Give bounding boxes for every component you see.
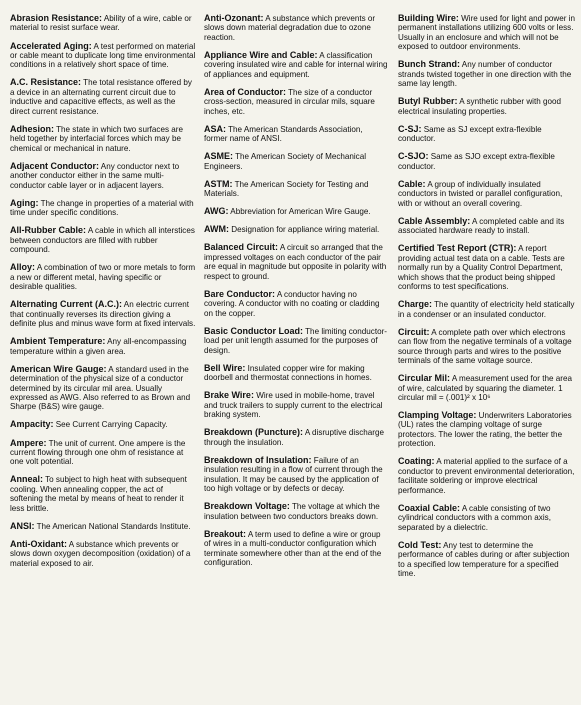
- glossary-definition: A measurement used for the area of wire, calculated by squaring the diameter. 1 circular mil = (.001)² x 10⁶: [398, 374, 572, 402]
- glossary-definition: Same as SJO except extra-flexible conductor.: [398, 152, 555, 171]
- glossary-definition: Same as SJ except extra-flexible conductor.: [398, 124, 542, 144]
- glossary-entry: [398, 14, 575, 52]
- glossary-entry: [398, 328, 575, 366]
- glossary-term: A.C. Resistance:: [10, 77, 82, 88]
- glossary-term: ASTM:: [204, 178, 233, 189]
- glossary-term: Cable:: [398, 178, 426, 189]
- glossary-entry: [398, 180, 575, 208]
- glossary-entry: [204, 207, 388, 216]
- glossary-definition: A substance which prevents or slows down material degradation due to ozone reaction.: [204, 14, 376, 42]
- glossary-term: Balanced Circuit:: [204, 242, 279, 253]
- glossary-entry: [10, 540, 196, 568]
- glossary-term: Adjacent Conductor:: [10, 160, 99, 171]
- glossary-term: Anti-Ozonant:: [204, 14, 264, 23]
- glossary-definition: A circuit so arranged that the impressed voltages on each conductor of the pair are equal in magnitude but opposite in polarity with respect to ground.: [204, 243, 387, 281]
- glossary-definition: The size of a conductor cross-section, measured in circular mils, square inches, etc.: [204, 87, 375, 116]
- glossary-term: Coating:: [398, 456, 435, 467]
- glossary-entry: [204, 391, 388, 419]
- glossary-definition: A cable in which all interstices between conductors are filled with rubber compound.: [10, 226, 195, 255]
- glossary-term: ASA:: [204, 123, 226, 134]
- glossary-entry: [10, 365, 196, 412]
- glossary-term: Appliance Wire and Cable:: [204, 49, 318, 60]
- glossary-definition: The total resistance offered by a device in an alternating current circuit due to inductive and capacitive effects, as well as the direct current resistance.: [10, 78, 192, 116]
- glossary-definition: The American Standards Association, former name of ANSI.: [204, 124, 363, 144]
- glossary-entry: [10, 226, 196, 254]
- glossary-entry: [398, 125, 575, 144]
- glossary-term: Breakdown Voltage:: [204, 501, 290, 512]
- glossary-definition: Any all-encompassing temperature within a given area.: [10, 337, 187, 356]
- glossary-entry: [398, 300, 575, 319]
- glossary-definition: The American National Standards Institute.: [34, 521, 191, 531]
- glossary-term: Bell Wire:: [204, 362, 246, 373]
- glossary-term: Bare Conductor:: [204, 288, 276, 299]
- glossary-term: Cable Assembly:: [398, 215, 471, 226]
- glossary-column-3: [398, 14, 575, 705]
- glossary-entry: [10, 475, 196, 513]
- glossary-definition: Any number of conductor strands twisted together in one direction with the same lay length.: [398, 60, 572, 89]
- glossary-term: C-SJO:: [398, 151, 429, 162]
- glossary-definition: A combination of two or more metals to form a new or different metal, having specific or desirable qualities.: [10, 263, 196, 292]
- glossary-definition: A test performed on material or cable meant to duplicate long time environmental conditions in a relatively short space of time.: [10, 41, 196, 70]
- glossary-definition: To subject to high heat with subsequent cooling. When annealing copper, the act of softening the metal by means of heat to render it less brittle.: [10, 475, 187, 513]
- glossary-term: Brake Wire:: [204, 390, 254, 401]
- glossary-definition: A synthetic rubber with good electrical insulating properties.: [398, 97, 561, 116]
- glossary-definition: Failure of an insulation resulting in a flow of current through the insulation. It may be caused by the application of too high voltage or by defects or decay.: [204, 455, 383, 494]
- glossary-term: American Wire Gauge:: [10, 363, 107, 374]
- glossary-definition: A material applied to the surface of a conductor to prevent environmental deterioration, facilitate soldering or improve electrical performance.: [398, 457, 575, 495]
- glossary-entry: [10, 199, 196, 218]
- glossary-entry: [204, 88, 388, 116]
- glossary-entry: [398, 152, 575, 171]
- glossary-term: Bunch Strand:: [398, 59, 460, 70]
- glossary-term: Coaxial Cable:: [398, 502, 461, 513]
- glossary-entry: [398, 217, 575, 236]
- glossary-entry: [204, 225, 388, 234]
- glossary-term: Clamping Voltage:: [398, 410, 477, 421]
- glossary-entry: [10, 78, 196, 116]
- glossary-column-2: [204, 14, 398, 705]
- glossary-term: Circuit:: [398, 326, 430, 337]
- glossary-entry: [398, 504, 575, 532]
- glossary-definition: Any conductor next to another conductor either in the same multi-conductor cable layer or in adjacent layers.: [10, 161, 180, 190]
- glossary-term: AWG:: [204, 206, 229, 217]
- glossary-term: ANSI:: [10, 520, 35, 531]
- glossary-definition: See Current Carrying Capacity.: [53, 420, 168, 430]
- glossary-term: C-SJ:: [398, 123, 422, 134]
- glossary-term: Breakdown of Insulation:: [204, 454, 312, 465]
- glossary-term: Anneal:: [10, 474, 44, 485]
- glossary-term: Ampere:: [10, 437, 47, 448]
- glossary-term: ASME:: [204, 151, 233, 162]
- glossary-entry: [204, 290, 388, 318]
- glossary-definition: A substance which prevents or slows down oxygen decomposition (oxidation) of a material exposed to air.: [10, 539, 191, 568]
- glossary-entry: [10, 125, 196, 153]
- glossary-definition: Underwriters Laboratories (UL) rates the clamping voltage of surge protectors. The lower the rating, the better the protection.: [398, 411, 572, 449]
- glossary-entry: [10, 162, 196, 190]
- glossary-entry: [204, 180, 388, 199]
- glossary-term: AWM:: [204, 224, 229, 235]
- glossary-term: All-Rubber Cable:: [10, 225, 87, 236]
- glossary-term: Certified Test Report (CTR):: [398, 243, 517, 254]
- glossary-entry: [10, 300, 196, 328]
- glossary-definition: An electric current that continually reverses its direction giving a definite plus and minus wave form at fixed intervals.: [10, 300, 196, 329]
- glossary-entry: [204, 428, 388, 447]
- glossary-definition: A report providing actual test data on a cable. Tests are normally run by a Quality Control Department, which shows that the product being shipped conforms to test specifications.: [398, 244, 565, 292]
- glossary-term: Ampacity:: [10, 419, 54, 430]
- glossary-entry: [204, 14, 388, 42]
- glossary-entry: [204, 530, 388, 568]
- glossary-definition: The quantity of electricity held statically in a condenser or an insulated conductor.: [398, 300, 575, 319]
- glossary-definition: A standard used in the determination of the physical size of a conductor determined by its circular mil area. Usually expressed as AWG. Also referred to as Brown and Sharpe (B&S) wire gauge.: [10, 364, 191, 412]
- glossary-definition: The American Society of Mechanical Engineers.: [204, 152, 367, 171]
- glossary-entry: [204, 327, 388, 355]
- glossary-definition: Ability of a wire, cable or material to resist surface wear.: [10, 14, 192, 33]
- glossary-entry: [398, 411, 575, 449]
- glossary-definition: Insulated copper wire for making doorbell and thermostat connections in homes.: [204, 363, 372, 383]
- glossary-term: Ambient Temperature:: [10, 336, 106, 347]
- glossary-definition: A cable consisting of two cylindrical conductors with a common axis, separated by a dielectric.: [398, 503, 551, 532]
- glossary-term: Cold Test:: [398, 539, 442, 550]
- glossary-term: Breakout:: [204, 528, 247, 539]
- glossary-definition: The limiting conductor-load per unit length assumed for the purposes of design.: [204, 326, 387, 355]
- glossary-definition: A conductor having no covering. A conductor with no coating or cladding on the copper.: [204, 289, 380, 318]
- glossary-term: Anti-Oxidant:: [10, 538, 67, 549]
- glossary-definition: Abbreviation for American Wire Gauge.: [228, 207, 371, 217]
- glossary-term: Building Wire:: [398, 14, 459, 23]
- glossary-entry: [398, 374, 575, 402]
- glossary-definition: A term used to define a wire or group of wires in a multi-conductor configuration which terminate somewhere other than at the end of the configuration.: [204, 529, 382, 567]
- glossary-entry: [398, 457, 575, 495]
- glossary-term: Area of Conductor:: [204, 86, 286, 97]
- glossary-definition: A group of individually insulated conductors in twisted or parallel configuration, with or without an overall covering.: [398, 179, 563, 208]
- glossary-column-1: [10, 14, 204, 705]
- glossary-term: Breakdown (Puncture):: [204, 427, 304, 438]
- glossary-term: Alternating Current (A.C.):: [10, 299, 122, 310]
- glossary-entry: [204, 152, 388, 171]
- glossary-entry: [398, 244, 575, 291]
- glossary-entry: [398, 97, 575, 116]
- glossary-definition: The change in properties of a material with time under specific conditions.: [10, 198, 194, 218]
- glossary-term: Butyl Rubber:: [398, 96, 458, 107]
- glossary-entry: [10, 420, 196, 429]
- glossary-term: Adhesion:: [10, 123, 54, 134]
- glossary-entry: [10, 439, 196, 467]
- glossary-definition: Any test to determine the performance of cables during or after subjection to a specified low temperature for a specified time.: [398, 540, 570, 579]
- glossary-entry: [10, 337, 196, 356]
- glossary-definition: The unit of current. One ampere is the current flowing through one ohm of resistance at one volt potential.: [10, 438, 186, 467]
- glossary-definition: The voltage at which the insulation between two conductors breaks down.: [204, 502, 380, 521]
- glossary-term: Charge:: [398, 299, 433, 310]
- glossary-entry: [204, 125, 388, 144]
- glossary-definition: Wire used for light and power in permanent installations utilizing 600 volts or less. Usually in an enclosure and which will not be exposed to outdoor environments.: [398, 14, 575, 52]
- glossary-entry: [204, 364, 388, 383]
- glossary-entry: [204, 456, 388, 494]
- glossary-definition: A completed cable and its associated hardware ready to install.: [398, 216, 565, 236]
- glossary-definition: The state in which two surfaces are held together by interfacial forces which may be chemical or mechanical in nature.: [10, 124, 183, 153]
- glossary-term: Basic Conductor Load:: [204, 325, 304, 336]
- glossary-term: Circular Mil:: [398, 373, 451, 384]
- glossary-term: Abrasion Resistance:: [10, 14, 103, 23]
- glossary-entry: [204, 502, 388, 521]
- glossary-entry: [10, 14, 196, 33]
- glossary-entry: [398, 60, 575, 88]
- glossary-entry: [10, 263, 196, 291]
- glossary-definition: The American Society for Testing and Materials.: [204, 179, 369, 199]
- glossary-term: Aging:: [10, 197, 39, 208]
- glossary-definition: A complete path over which electrons can flow from the negative terminals of a voltage source through parts and wires to the positive terminals of the same voltage source.: [398, 327, 572, 366]
- glossary-definition: A disruptive discharge through the insulation.: [204, 428, 384, 447]
- glossary-definition: Wire used in mobile-home, travel and truck trailers to supply current to the electrical braking system.: [204, 391, 383, 420]
- glossary-entry: [10, 522, 196, 531]
- glossary-term: Accelerated Aging:: [10, 40, 92, 51]
- glossary-definition: Designation for appliance wiring material.: [229, 225, 380, 235]
- glossary-definition: A classification covering insulated wire and cable for internal wiring of appliances and equipment.: [204, 50, 388, 79]
- glossary-term: Alloy:: [10, 262, 36, 273]
- glossary-entry: [204, 51, 388, 79]
- glossary-entry: [204, 243, 388, 281]
- glossary-entry: [10, 42, 196, 70]
- glossary-entry: [398, 541, 575, 579]
